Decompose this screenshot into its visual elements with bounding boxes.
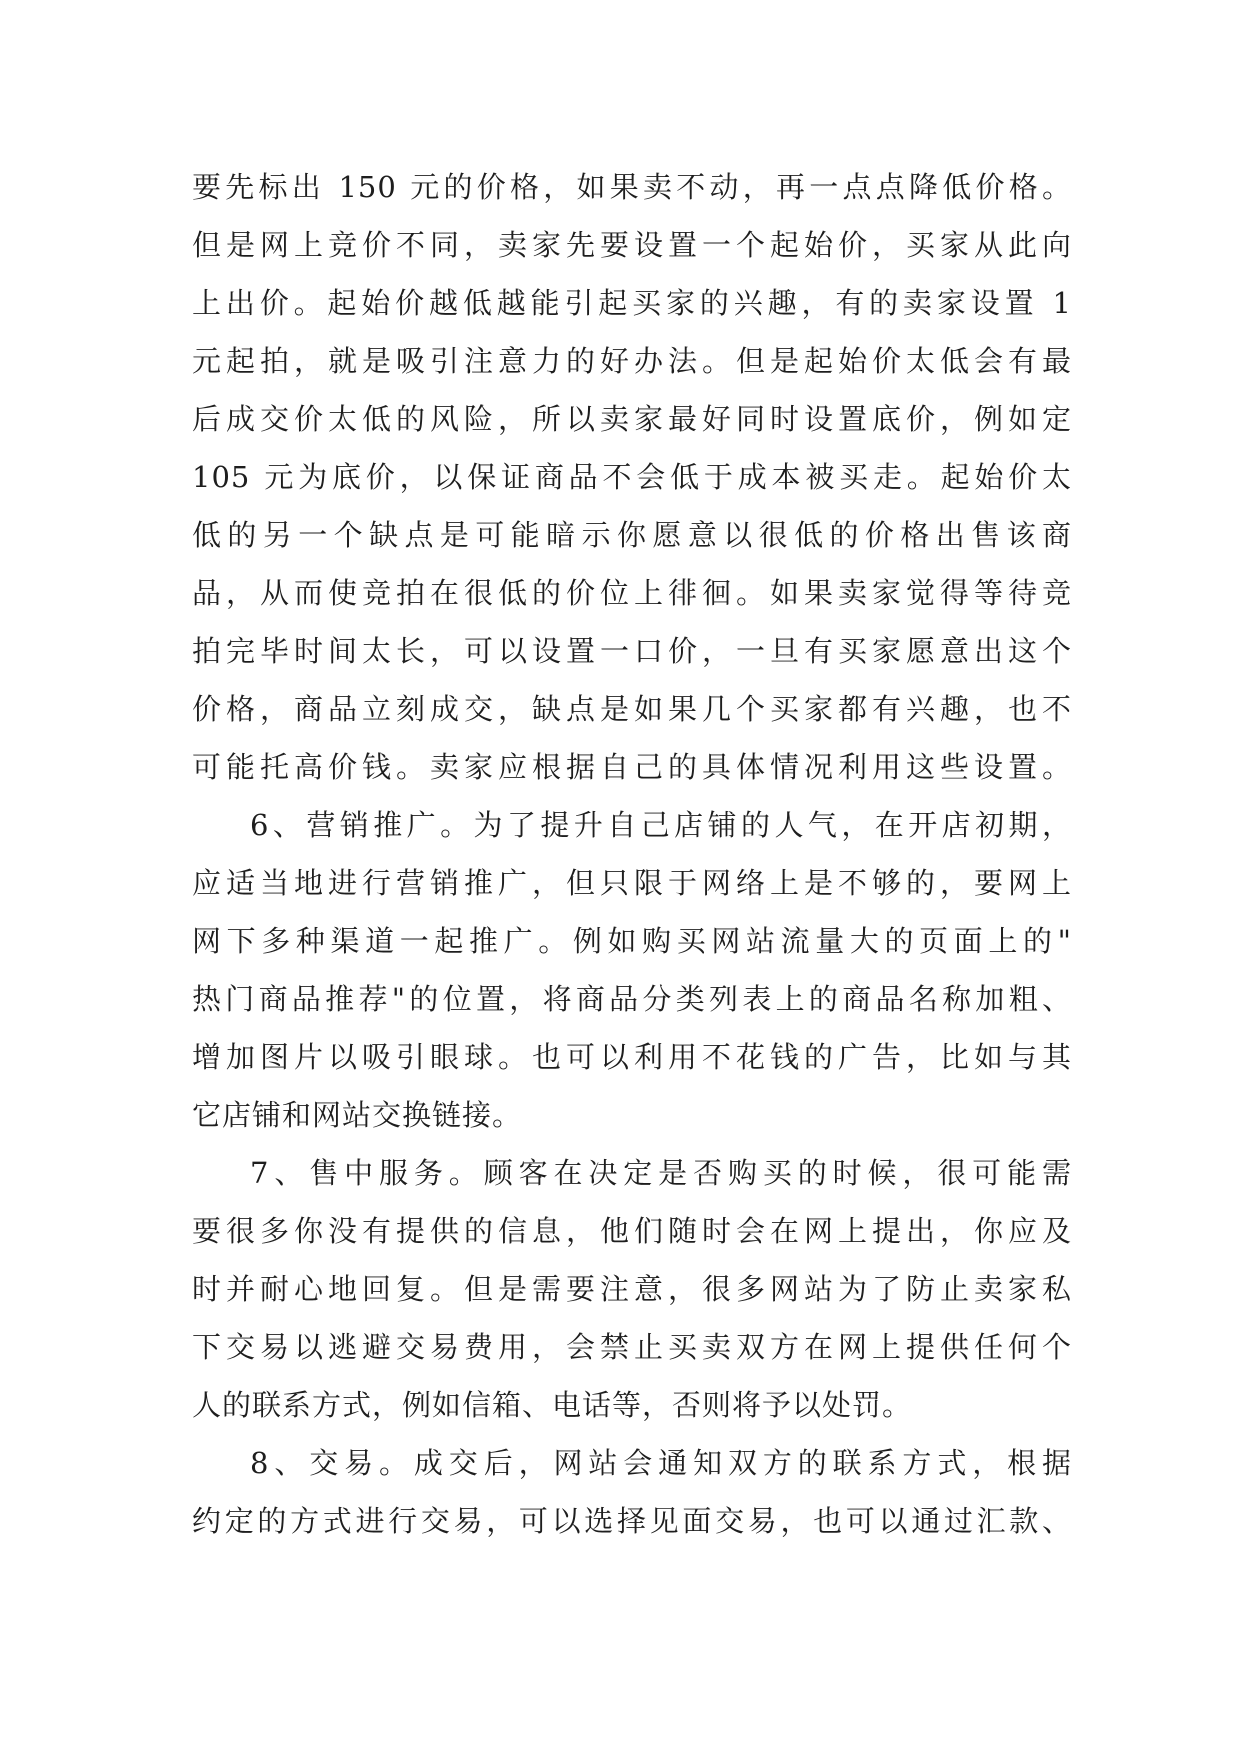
text-line: 它店铺和网站交换链接。	[192, 1098, 523, 1132]
text-line: 要先标出 150 元的价格，如果卖不动，再一点点降低价格。	[192, 170, 1072, 204]
text-line: 后成交价太低的风险，所以卖家最好同时设置底价，例如定	[192, 402, 1072, 436]
text-line: 拍完毕时间太长，可以设置一口价，一旦有买家愿意出这个	[192, 634, 1072, 668]
text-line: 时并耐心地回复。但是需要注意，很多网站为了防止卖家私	[192, 1272, 1072, 1306]
text-line: 增加图片以吸引眼球。也可以利用不花钱的广告，比如与其	[192, 1040, 1072, 1074]
text-line: 价格，商品立刻成交，缺点是如果几个买家都有兴趣，也不	[192, 692, 1072, 726]
body-text	[192, 158, 1072, 1550]
text-line: 105 元为底价，以保证商品不会低于成本被买走。起始价太	[192, 460, 1072, 494]
text-line: 元起拍，就是吸引注意力的好办法。但是起始价太低会有最	[192, 344, 1072, 378]
text-line: 约定的方式进行交易，可以选择见面交易，也可以通过汇款、	[192, 1504, 1072, 1538]
text-line: 7、售中服务。顾客在决定是否购买的时候，很可能需	[250, 1156, 1072, 1190]
text-line: 人的联系方式，例如信箱、电话等，否则将予以处罚。	[192, 1388, 913, 1422]
text-line: 上出价。起始价越低越能引起买家的兴趣，有的卖家设置 1	[192, 286, 1072, 320]
text-line: 网下多种渠道一起推广。例如购买网站流量大的页面上的"	[192, 924, 1072, 958]
text-line: 8、交易。成交后，网站会通知双方的联系方式，根据	[250, 1446, 1072, 1480]
text-line: 热门商品推荐"的位置，将商品分类列表上的商品名称加粗、	[192, 982, 1072, 1016]
text-line: 应适当地进行营销推广，但只限于网络上是不够的，要网上	[192, 866, 1072, 900]
text-line: 6、营销推广。为了提升自己店铺的人气，在开店初期，	[250, 808, 1072, 842]
text-line: 但是网上竞价不同，卖家先要设置一个起始价，买家从此向	[192, 228, 1072, 262]
text-line: 可能托高价钱。卖家应根据自己的具体情况利用这些设置。	[192, 750, 1072, 784]
text-line: 品，从而使竞拍在很低的价位上徘徊。如果卖家觉得等待竞	[192, 576, 1072, 610]
text-line: 低的另一个缺点是可能暗示你愿意以很低的价格出售该商	[192, 518, 1072, 552]
text-line: 下交易以逃避交易费用，会禁止买卖双方在网上提供任何个	[192, 1330, 1072, 1364]
text-line: 要很多你没有提供的信息，他们随时会在网上提出，你应及	[192, 1214, 1072, 1248]
